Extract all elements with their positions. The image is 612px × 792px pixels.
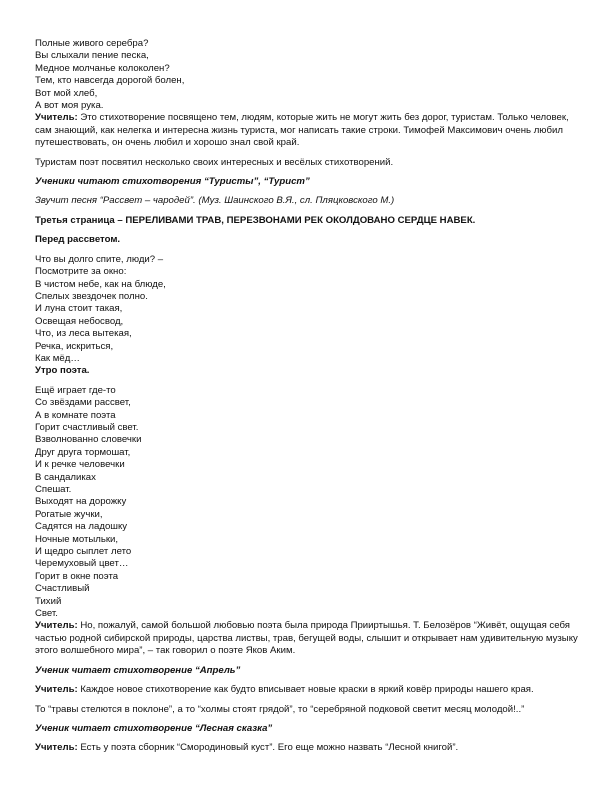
poem-before-dawn bbox=[35, 254, 580, 366]
poem-line: А в комнате поэта bbox=[35, 409, 116, 421]
poem-line: Друг друга тормошат, bbox=[35, 446, 131, 458]
students-read-heading: Ученики читают стихотворения “Туристы”, “Турист” bbox=[35, 176, 310, 188]
poem-line: Что, из леса вытекая, bbox=[35, 328, 132, 340]
quotes-paragraph: То “травы стелются в поклоне”, а то “холмы стоят грядой”, то “серебряной подковой светит месяц молодой!..” bbox=[35, 703, 525, 715]
poem-morning bbox=[35, 385, 580, 621]
paragraph-text: Каждое новое стихотворение как будто вписывает новые краски в яркий ковёр природы нашего края. bbox=[77, 684, 534, 696]
section-label: Третья страница bbox=[35, 214, 115, 226]
speaker-label: Учитель: bbox=[35, 684, 78, 696]
poem-line: А вот моя рука. bbox=[35, 100, 104, 112]
teacher-paragraph-3 bbox=[35, 684, 580, 696]
poem-line: Ещё играет где-то bbox=[35, 384, 116, 396]
poem-line: Вот мой хлеб, bbox=[35, 87, 98, 99]
poem-line: Взволнованно словечки bbox=[35, 434, 142, 446]
teacher-paragraph-2 bbox=[35, 620, 580, 657]
speaker-label: Учитель: bbox=[35, 620, 78, 632]
poem-line: Садятся на ладошку bbox=[35, 521, 128, 533]
song-line: Звучит песня “Рассвет – чародей”. (Муз. Шаинского В.Я., сл. Пляцковского М.) bbox=[35, 195, 395, 207]
poem-fragment-1 bbox=[35, 38, 580, 112]
poem-line: В сандаликах bbox=[35, 471, 96, 483]
poem-line: Свет. bbox=[35, 608, 58, 620]
speaker-label: Учитель: bbox=[35, 742, 78, 754]
third-page-heading bbox=[35, 215, 580, 227]
paragraph-text: Это стихотворение посвящено тем, людям, которые жить не могут жить без дорог, туристам. Только человек, сам знающий, как нелегка и интересна жизнь туриста, мог написать такие строки. Тимофей Максимович очень любил путешествовать, он очень любил и хорошо знал свой край. bbox=[35, 112, 569, 149]
poem-line: Тем, кто навсегда дорогой болен, bbox=[35, 75, 185, 87]
poem-line: Освещая небосвод, bbox=[35, 315, 124, 327]
poem-line: Тихий bbox=[35, 595, 62, 607]
poem-line: Речка, искриться, bbox=[35, 340, 114, 352]
poem-line: Полные живого серебра? bbox=[35, 38, 149, 49]
tourists-paragraph: Туристам поэт посвятил несколько своих интересных и весёлых стихотворений. bbox=[35, 156, 394, 168]
document-page bbox=[35, 38, 580, 755]
poem-line: Медное молчанье колоколен? bbox=[35, 62, 170, 74]
student-forest-heading: Ученик читает стихотворение “Лесная сказка” bbox=[35, 722, 273, 734]
student-april-heading: Ученик читает стихотворение “Апрель” bbox=[35, 664, 241, 676]
poem-line: Горит в окне поэта bbox=[35, 570, 119, 582]
poem-line: Рогатые жучки, bbox=[35, 508, 103, 520]
paragraph-text: Но, пожалуй, самой большой любовью поэта была природа Прииртышья. Т. Белозёров “Живёт, ощущая себя частью родной сибирской природы, царства листвы, трав, бегущей воды, слышит и открывает нам удивительную музыку этого волшебного мира”, – так говорил о поэте Яков Аким. bbox=[35, 620, 578, 657]
poem-line: Выходят на дорожку bbox=[35, 496, 127, 508]
poem-line: Горит счастливый свет. bbox=[35, 421, 139, 433]
teacher-paragraph-4 bbox=[35, 742, 580, 754]
paragraph-text: Есть у поэта сборник “Смородиновый куст”. Его еще можно назвать “Лесной книгой”. bbox=[77, 742, 459, 754]
teacher-paragraph-1 bbox=[35, 112, 580, 149]
poem-line: И луна стоит такая, bbox=[35, 303, 123, 315]
section-title: – ПЕРЕЛИВАМИ ТРАВ, ПЕРЕЗВОНАМИ РЕК ОКОЛДОВАНО СЕРДЦЕ НАВЕК. bbox=[114, 214, 476, 226]
poem-line: Спешат. bbox=[35, 484, 72, 495]
poem-line: Посмотрите за окно: bbox=[35, 266, 127, 278]
poem-line: Как мёд… bbox=[35, 352, 80, 364]
poem-line: И щедро сыплет лето bbox=[35, 546, 132, 558]
poem-line: Счастливый bbox=[35, 583, 90, 595]
poem-line: Вы слыхали пение песка, bbox=[35, 50, 149, 62]
before-dawn-title: Перед рассветом. bbox=[35, 234, 121, 246]
poem-line: В чистом небе, как на блюде, bbox=[35, 278, 166, 290]
poem-line: Спелых звездочек полно. bbox=[35, 290, 148, 302]
poem-line: Ночные мотыльки, bbox=[35, 533, 119, 545]
poem-line: Что вы долго спите, люди? – bbox=[35, 253, 164, 265]
poem-line: И к речке человечки bbox=[35, 459, 125, 471]
poem-line: Со звёздами рассвет, bbox=[35, 397, 131, 409]
morning-title: Утро поэта. bbox=[35, 365, 90, 377]
speaker-label: Учитель: bbox=[35, 112, 78, 124]
poem-line: Черемуховый цвет… bbox=[35, 558, 129, 570]
